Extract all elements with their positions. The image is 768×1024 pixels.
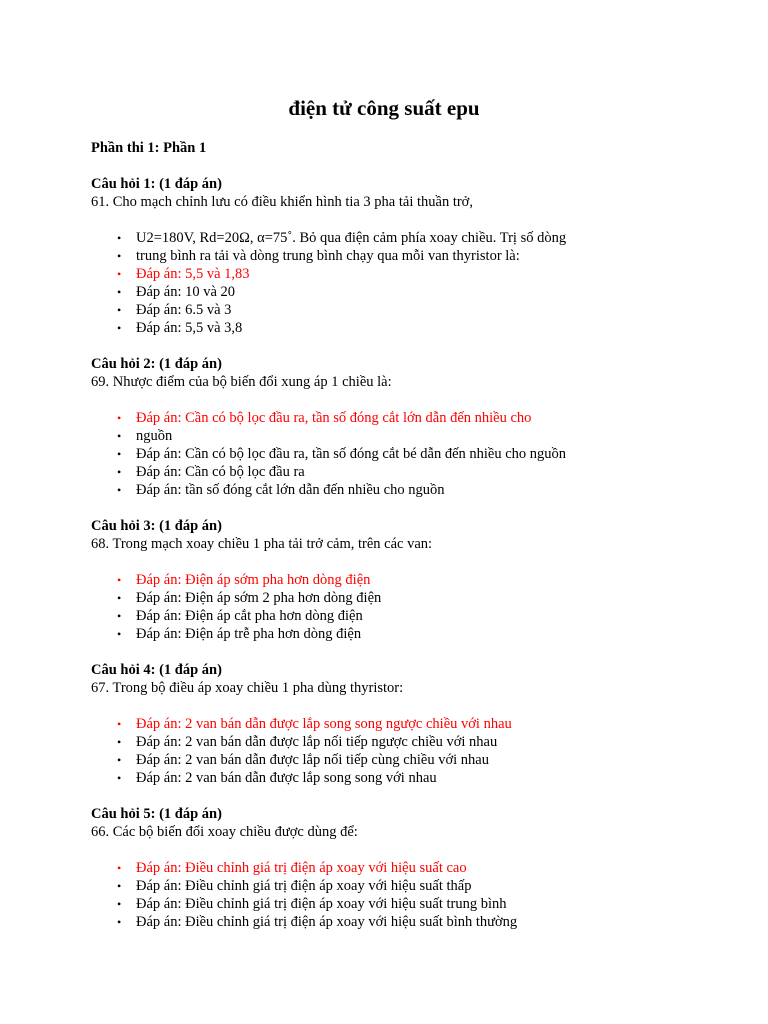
answer-text: Đáp án: 2 van bán dẫn được lắp song song với nhau bbox=[136, 770, 437, 786]
answer-item bbox=[91, 913, 708, 931]
answer-text: Đáp án: 5,5 và 1,83 bbox=[136, 266, 250, 282]
question-header: Câu hỏi 5: (1 đáp án) bbox=[91, 806, 222, 822]
bullet-icon: • bbox=[117, 897, 122, 911]
bullet-icon: • bbox=[117, 609, 122, 623]
bullet-icon: • bbox=[117, 303, 122, 317]
answer-item bbox=[91, 589, 708, 607]
bullet-icon: • bbox=[117, 591, 122, 605]
answer-text: Đáp án: 2 van bán dẫn được lắp nối tiếp ngược chiều với nhau bbox=[136, 734, 498, 750]
bullet-icon: • bbox=[117, 447, 122, 461]
answer-text: Đáp án: Điều chỉnh giá trị điện áp xoay với hiệu suất trung bình bbox=[136, 896, 507, 912]
answer-item-correct bbox=[91, 409, 708, 427]
answer-text: Đáp án: Điều chỉnh giá trị điện áp xoay với hiệu suất bình thường bbox=[136, 914, 518, 930]
answer-text: Đáp án: Điều chỉnh giá trị điện áp xoay với hiệu suất thấp bbox=[136, 878, 472, 894]
answer-list bbox=[91, 715, 708, 787]
answer-text: Đáp án: Điều chỉnh giá trị điện áp xoay với hiệu suất cao bbox=[136, 860, 467, 876]
question-text: 67. Trong bộ điều áp xoay chiều 1 pha dùng thyristor: bbox=[91, 680, 404, 696]
question-text: 68. Trong mạch xoay chiều 1 pha tải trở cảm, trên các van: bbox=[91, 536, 433, 552]
bullet-icon: • bbox=[117, 249, 122, 263]
bullet-icon: • bbox=[117, 753, 122, 767]
answer-item bbox=[91, 445, 708, 463]
question-header: Câu hỏi 2: (1 đáp án) bbox=[91, 356, 222, 372]
answer-item bbox=[91, 301, 708, 319]
part-title: Phần thi 1: Phần 1 bbox=[91, 140, 207, 156]
bullet-icon: • bbox=[117, 321, 122, 335]
answer-item bbox=[91, 895, 708, 913]
question-block bbox=[91, 517, 708, 643]
answer-list bbox=[91, 571, 708, 643]
answer-text: Đáp án: Điện áp cắt pha hơn dòng điện bbox=[136, 608, 363, 624]
answer-text: Đáp án: Điện áp sớm 2 pha hơn dòng điện bbox=[136, 590, 382, 606]
answer-item bbox=[91, 607, 708, 625]
answer-text: Đáp án: Cần có bộ lọc đầu ra, tần số đóng cắt lớn dẫn đến nhiều cho bbox=[136, 410, 532, 426]
bullet-icon: • bbox=[117, 267, 122, 281]
question-text: 61. Cho mạch chỉnh lưu có điều khiển hình tia 3 pha tải thuần trở, bbox=[91, 194, 473, 210]
bullet-icon: • bbox=[117, 429, 122, 443]
answer-list bbox=[91, 859, 708, 931]
answer-list bbox=[91, 229, 708, 337]
question-text: 69. Nhược điểm của bộ biến đổi xung áp 1 chiều là: bbox=[91, 374, 392, 390]
answer-item bbox=[91, 733, 708, 751]
question-header: Câu hỏi 1: (1 đáp án) bbox=[91, 176, 222, 192]
bullet-icon: • bbox=[117, 771, 122, 785]
question-header: Câu hỏi 4: (1 đáp án) bbox=[91, 662, 222, 678]
answer-item bbox=[91, 319, 708, 337]
answer-item-correct bbox=[91, 265, 708, 283]
answer-text: trung bình ra tải và dòng trung bình chạy qua mỗi van thyristor là: bbox=[136, 248, 520, 264]
answer-item bbox=[91, 481, 708, 499]
answer-text: Đáp án: 2 van bán dẫn được lắp nối tiếp cùng chiều với nhau bbox=[136, 752, 489, 768]
question-header: Câu hỏi 3: (1 đáp án) bbox=[91, 518, 222, 534]
question-block bbox=[91, 355, 708, 499]
answer-text: Đáp án: Điện áp sớm pha hơn dòng điện bbox=[136, 572, 371, 588]
answer-list bbox=[91, 409, 708, 499]
bullet-icon: • bbox=[117, 915, 122, 929]
question-text: 66. Các bộ biến đổi xoay chiều được dùng để: bbox=[91, 824, 358, 840]
answer-item bbox=[91, 751, 708, 769]
answer-text: Đáp án: tần số đóng cắt lớn dẫn đến nhiều cho nguồn bbox=[136, 482, 445, 498]
answer-item bbox=[91, 769, 708, 787]
bullet-icon: • bbox=[117, 483, 122, 497]
bullet-icon: • bbox=[117, 465, 122, 479]
answer-text: Đáp án: 10 và 20 bbox=[136, 284, 236, 300]
answer-text: Đáp án: Cần có bộ lọc đầu ra bbox=[136, 464, 305, 480]
bullet-icon: • bbox=[117, 717, 122, 731]
bullet-icon: • bbox=[117, 285, 122, 299]
answer-text: Đáp án: 2 van bán dẫn được lắp song song ngược chiều với nhau bbox=[136, 716, 512, 732]
answer-item-correct bbox=[91, 571, 708, 589]
answer-item bbox=[91, 247, 708, 265]
answer-text: Đáp án: Điện áp trễ pha hơn dòng điện bbox=[136, 626, 362, 642]
answer-item bbox=[91, 877, 708, 895]
answer-text: Đáp án: Cần có bộ lọc đầu ra, tần số đóng cắt bé dẫn đến nhiều cho nguồn bbox=[136, 446, 567, 462]
bullet-icon: • bbox=[117, 573, 122, 587]
answer-text: U2=180V, Rd=20Ω, α=75˚. Bỏ qua điện cảm phía xoay chiều. Trị số dòng bbox=[136, 230, 567, 246]
bullet-icon: • bbox=[117, 735, 122, 749]
answer-item bbox=[91, 229, 708, 247]
bullet-icon: • bbox=[117, 411, 122, 425]
question-block bbox=[91, 661, 708, 787]
bullet-icon: • bbox=[117, 879, 122, 893]
answer-item-correct bbox=[91, 859, 708, 877]
answer-item bbox=[91, 463, 708, 481]
document-title: điện tử công suất epu bbox=[288, 96, 480, 120]
answer-item-correct bbox=[91, 715, 708, 733]
bullet-icon: • bbox=[117, 627, 122, 641]
question-block bbox=[91, 805, 708, 931]
answer-item bbox=[91, 283, 708, 301]
answer-text: Đáp án: 6.5 và 3 bbox=[136, 302, 232, 318]
answer-text: nguồn bbox=[136, 428, 173, 444]
bullet-icon: • bbox=[117, 231, 122, 245]
bullet-icon: • bbox=[117, 861, 122, 875]
question-list bbox=[91, 175, 708, 931]
answer-item bbox=[91, 625, 708, 643]
answer-text: Đáp án: 5,5 và 3,8 bbox=[136, 320, 243, 336]
answer-item bbox=[91, 427, 708, 445]
question-block bbox=[91, 175, 708, 337]
